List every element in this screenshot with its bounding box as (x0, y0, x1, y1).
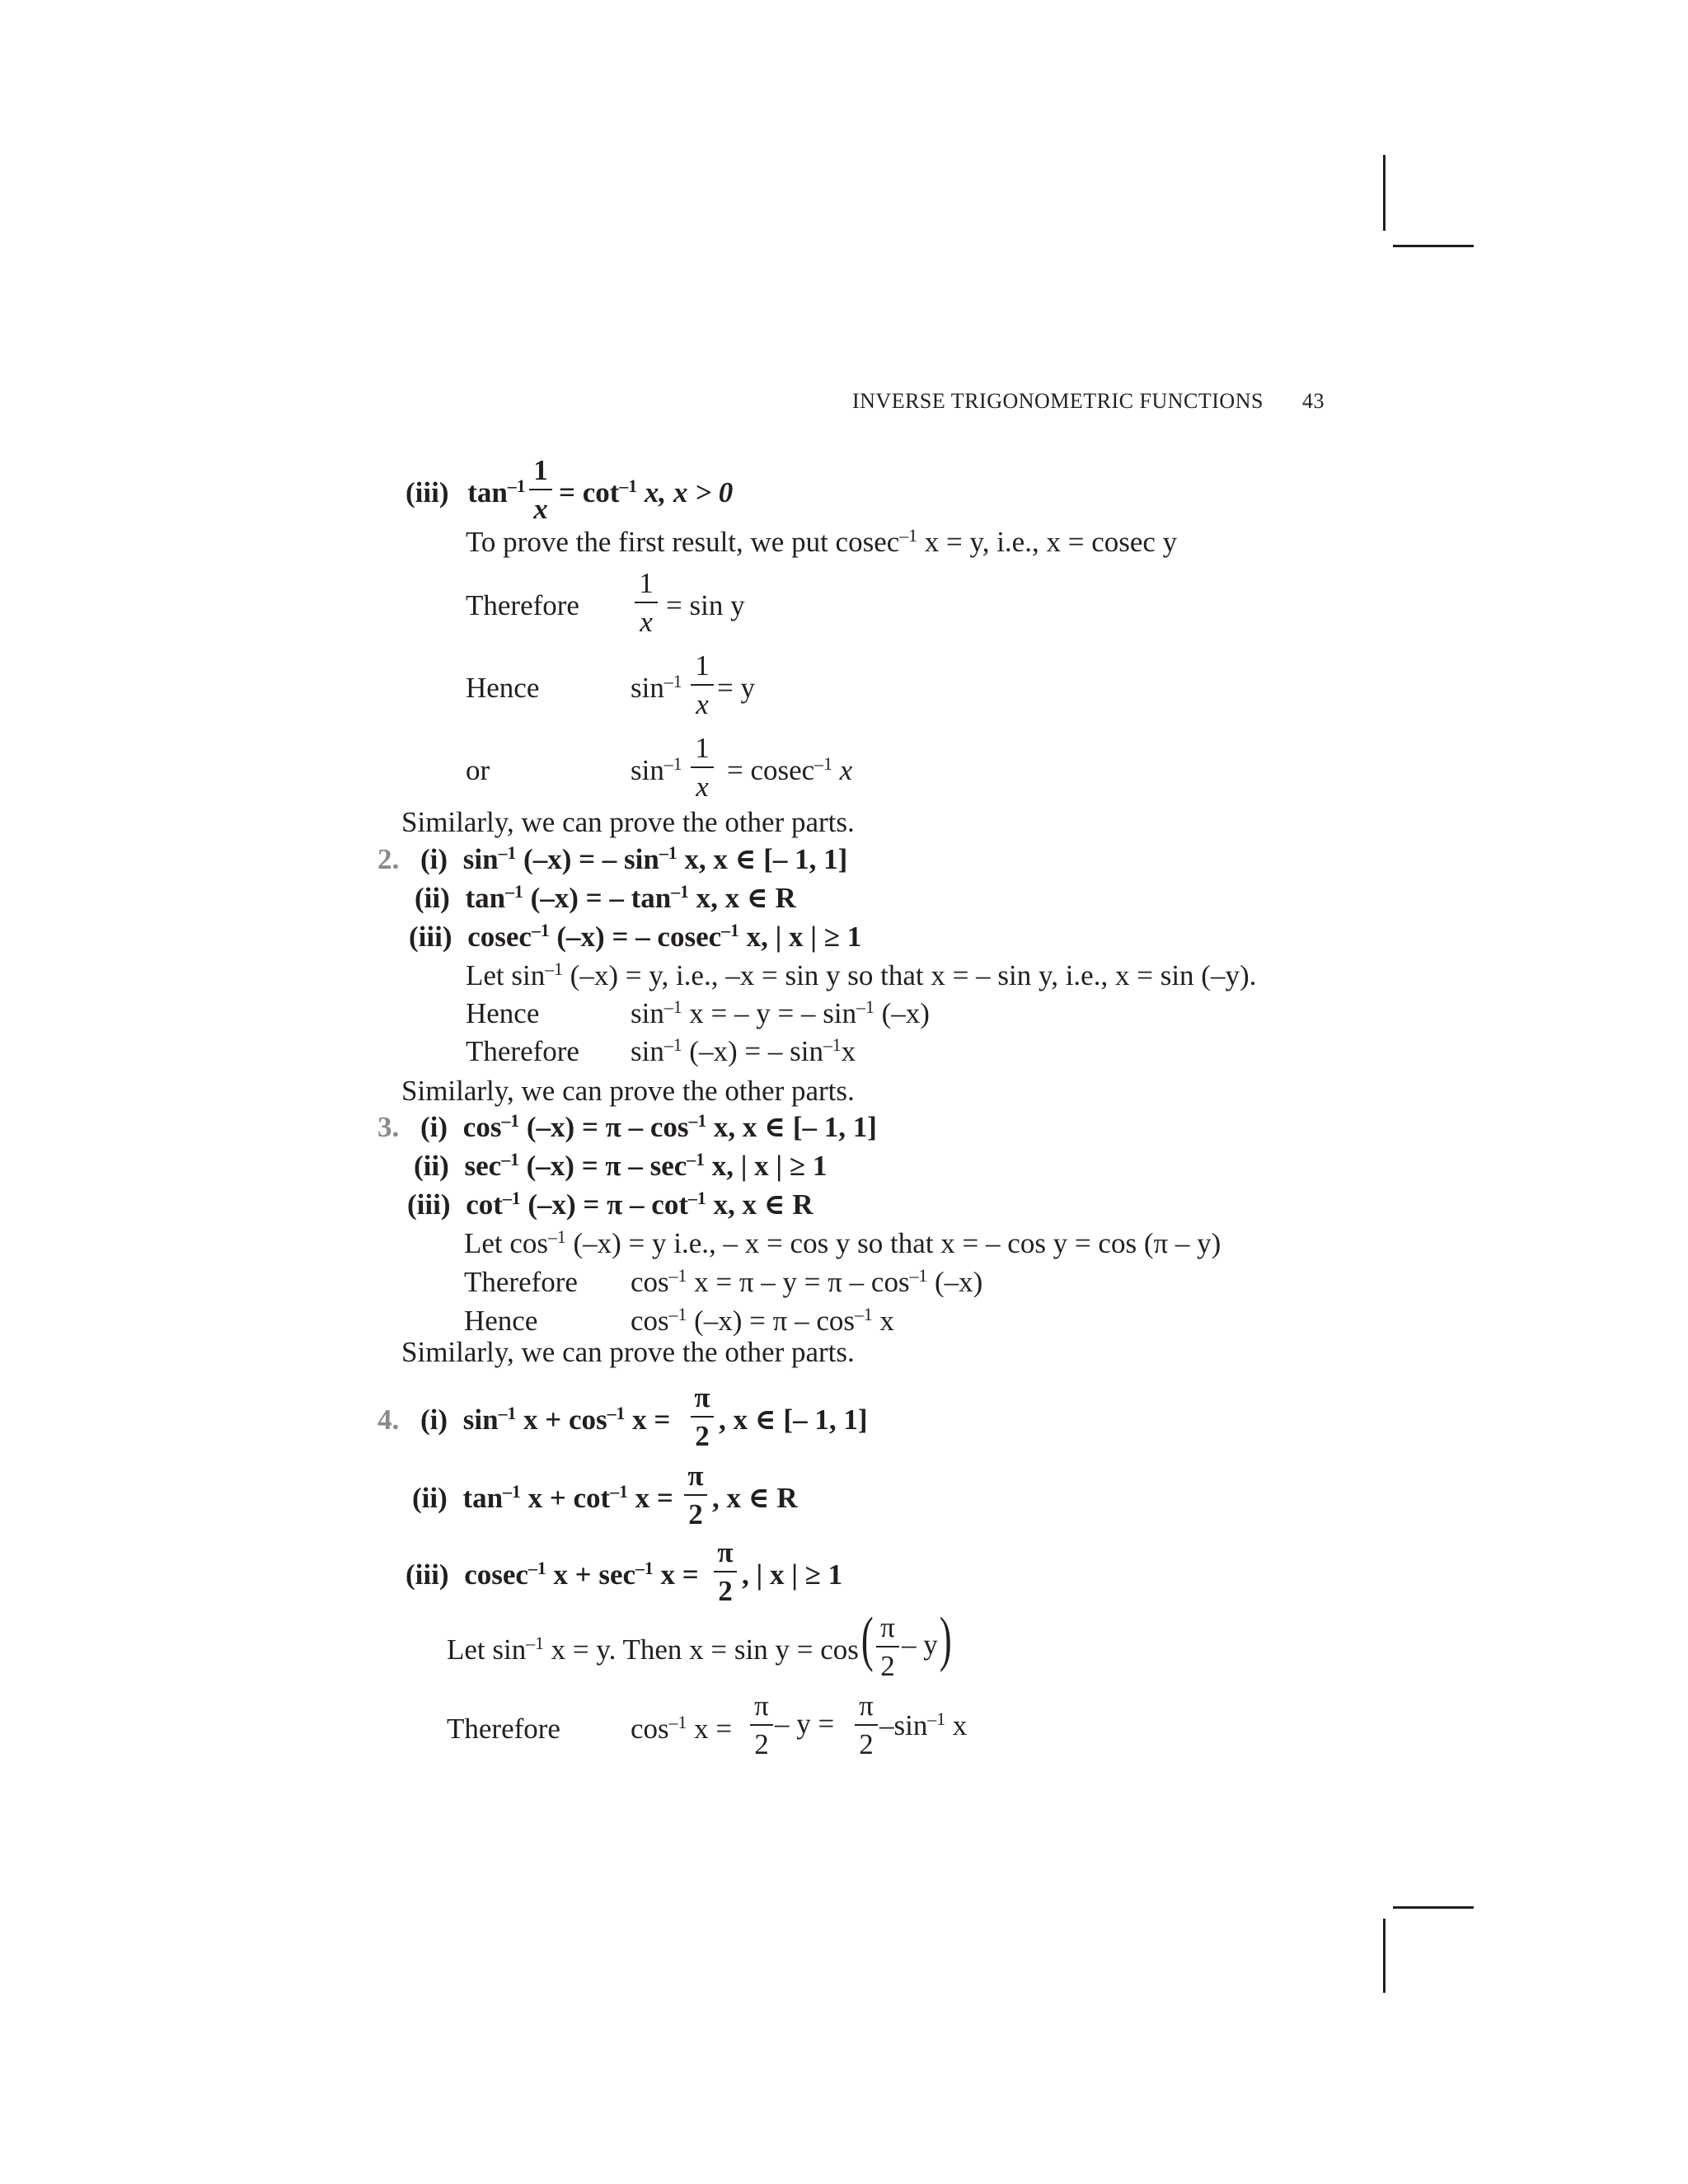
proof1-hence-func: $\sin^{-1}$ (631, 672, 682, 704)
proof1-or-word: or (466, 754, 490, 786)
item4-let-after: – y (902, 1629, 938, 1661)
item3-iii: (iii) $\cot^{-1} (-x) = \pi - \cot^{-1} x$, x ∈ R (407, 1188, 814, 1221)
crop-mark-bottom-vertical (1383, 1919, 1386, 1993)
crop-mark-bottom-horizontal (1393, 1906, 1474, 1909)
item4-let-fraction: π 2 (876, 1613, 899, 1680)
item4-therefore-fraction-1: π 2 (750, 1691, 773, 1759)
item4-ii-rhs: , x ∈ R (712, 1482, 798, 1514)
item3-therefore-word: Therefore (464, 1266, 578, 1298)
proof1-hence-fraction: 1 x (691, 651, 714, 719)
item3-hence-eq: $\cos^{-1} (-x) = \pi - \cos^{-1} x$ (631, 1305, 894, 1337)
proof1-hence-word: Hence (466, 672, 540, 704)
proof1-or-fraction: 1 x (691, 733, 714, 801)
item4-ii-lhs: (ii) $\tan^{-1} x + \cot^{-1} x$ = (412, 1482, 673, 1514)
proof1-therefore-fraction: 1 x (635, 569, 658, 636)
item3-number: 3. (377, 1111, 400, 1143)
item3-i: (i) $\cos^{-1} (-x) = \pi - \cos^{-1} x$, x ∈ [– 1, 1] (420, 1111, 877, 1143)
item4-iii-lhs: (iii) cosec$^{-1}$ $x + \sec^{-1} x$ = (406, 1558, 699, 1591)
item4-i-rhs: , x ∈ [– 1, 1] (719, 1404, 868, 1436)
item3-similarly: Similarly, we can prove the other parts. (401, 1336, 855, 1368)
page-number: 43 (1301, 389, 1325, 413)
item1-iii-rest: = $\cot^{-1} x$, x > 0 (559, 476, 734, 509)
item3-hence-word: Hence (464, 1305, 538, 1337)
item4-i-lhs: (i) $\sin^{-1} x + \cos^{-1} x$ = (420, 1404, 671, 1436)
chapter-title: INVERSE TRIGONOMETRIC FUNCTIONS (852, 389, 1264, 413)
proof1-or-func: $\sin^{-1}$ (631, 754, 682, 786)
item1-iii-fraction: 1 x (529, 456, 552, 523)
item3-ii: (ii) $\sec^{-1} (-x) = \pi - \sec^{-1} x$, | x | ≥ 1 (414, 1150, 828, 1182)
proof1-therefore-eq: = sin y (666, 589, 745, 621)
running-header (852, 389, 1325, 414)
proof1-therefore-word: Therefore (466, 589, 579, 621)
item1-iii-statement: (iii) $\tan^{-1}$ (406, 476, 526, 509)
item4-therefore-end: $-\sin^{-1}$ x (879, 1709, 968, 1741)
item4-let: Let $\sin^{-1} x = y$. Then x = sin y = cos (447, 1633, 859, 1666)
item3-let: Let $\cos^{-1} (-x) = y$ i.e., – x = cos y so that x = – cos y = cos (π – y) (464, 1227, 1221, 1259)
proof1-similarly: Similarly, we can prove the other parts. (401, 806, 855, 838)
proof1-hence-eq: = y (717, 672, 755, 704)
item2-therefore-word: Therefore (466, 1035, 579, 1067)
item2-hence-eq: $\sin^{-1} x$ = – y = – $\sin^{-1} (-x)$ (631, 997, 930, 1029)
item2-ii: (ii) $\tan^{-1} (-x)$ = – $\tan^{-1} x$, x ∈ R (415, 882, 796, 914)
item4-let-left-paren: ( (860, 1605, 874, 1673)
item3-therefore-eq: $\cos^{-1} x = \pi - y = \pi - \cos^{-1} (-x)$ (631, 1266, 983, 1298)
item2-iii: (iii) cosec$^{-1}$ (–x) = – cosec$^{-1}$ x, | x | ≥ 1 (409, 921, 862, 953)
item4-therefore-word: Therefore (447, 1713, 560, 1745)
item2-hence-word: Hence (466, 997, 540, 1029)
item2-i: (i) $\sin^{-1} (-x)$ = – $\sin^{-1} x$, x ∈ [– 1, 1] (420, 843, 848, 875)
crop-mark-top-horizontal (1393, 245, 1474, 247)
proof1-or-eq: = cosec$^{-1}$ x (727, 754, 853, 786)
item4-iii-rhs: , | x | ≥ 1 (742, 1558, 843, 1591)
item4-i-fraction: π 2 (691, 1383, 714, 1451)
item2-let: Let $\sin^{-1} (-x) = y$, i.e., –x = sin y so that x = – sin y, i.e., x = sin (–y). (466, 959, 1257, 991)
item4-therefore-lhs: $\cos^{-1} x$ = (631, 1713, 733, 1745)
item4-ii-fraction: π 2 (684, 1461, 707, 1529)
item4-therefore-fraction-2: π 2 (855, 1691, 878, 1759)
item2-similarly: Similarly, we can prove the other parts. (401, 1075, 855, 1107)
item4-number: 4. (377, 1404, 400, 1436)
proof1-intro: To prove the first result, we put cosec$^{-1}$ x = y, i.e., x = cosec y (466, 526, 1178, 558)
item4-therefore-mid: – y = (775, 1708, 835, 1740)
crop-mark-top-vertical (1383, 155, 1386, 231)
item2-number: 2. (377, 843, 400, 875)
item4-iii-fraction: π 2 (714, 1538, 737, 1605)
item4-let-right-paren: ) (939, 1605, 952, 1673)
item2-therefore-eq: $\sin^{-1} (-x)$ = – $\sin^{-1}x$ (631, 1035, 856, 1067)
